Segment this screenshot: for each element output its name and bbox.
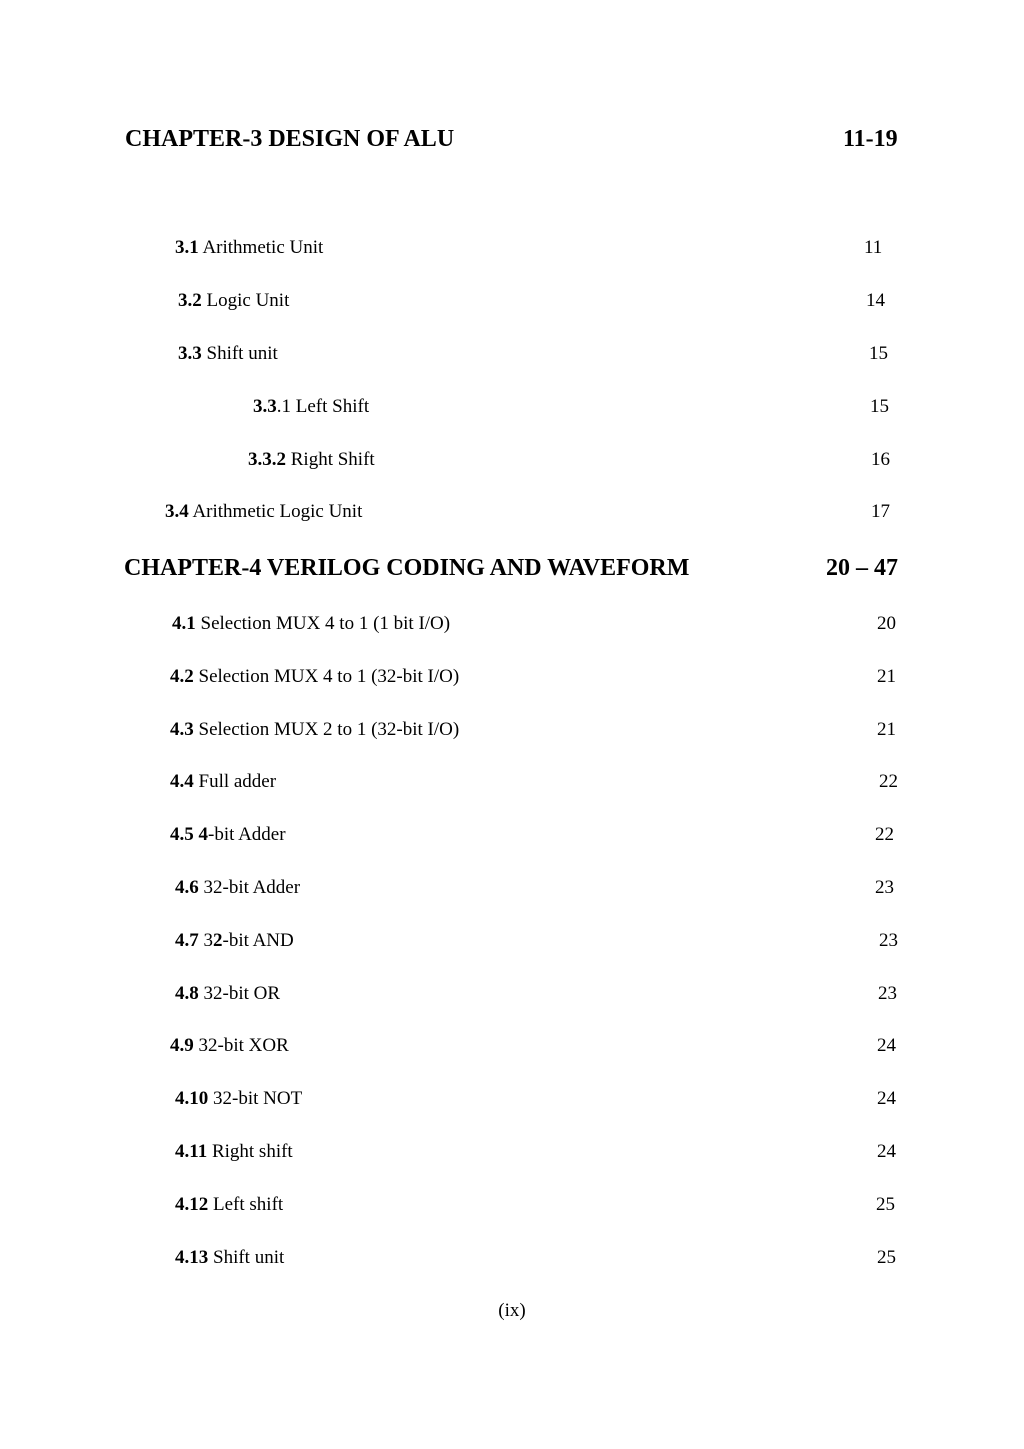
entry-text: Shift unit	[208, 1247, 285, 1268]
toc-entry-4-2	[170, 667, 459, 686]
entry-number: 3.1	[175, 237, 199, 258]
toc-entry-4-1	[172, 614, 450, 633]
entry-number: 3.4	[165, 501, 189, 522]
entry-number: 4.2	[170, 666, 194, 687]
toc-entry-4-10	[175, 1089, 302, 1108]
entry-text: Right shift	[207, 1141, 293, 1162]
entry-text: Selection MUX 4 to 1 (1 bit I/O)	[195, 613, 451, 634]
entry-text: Selection MUX 2 to 1 (32-bit I/O)	[193, 719, 460, 740]
entry-number: 4.8	[175, 983, 199, 1004]
toc-entry-4-8	[175, 984, 280, 1003]
toc-entry-3-4	[165, 502, 362, 521]
entry-number: 4.6	[175, 877, 199, 898]
toc-page-4-2: 21	[877, 666, 896, 687]
entry-number: 3.2	[178, 290, 202, 311]
chapter-4-pages: 20 – 47	[826, 555, 898, 581]
entry-number-inline: 2	[213, 930, 223, 951]
toc-page-3-2: 14	[866, 290, 885, 311]
entry-number: 4.7	[175, 930, 199, 951]
toc-page-4-3: 21	[877, 719, 896, 740]
toc-entry-3-3-2	[248, 450, 375, 469]
entry-number: 4.12	[175, 1194, 209, 1215]
entry-number: 4.1	[172, 613, 196, 634]
chapter-3-pages: 11-19	[843, 126, 898, 152]
entry-text: 32-bit Adder	[198, 877, 301, 898]
entry-text: Right Shift	[286, 449, 375, 470]
entry-number: 4.9	[170, 1035, 194, 1056]
toc-entry-4-7	[175, 931, 294, 950]
toc-page-4-12: 25	[876, 1194, 895, 1215]
entry-text: Left shift	[208, 1194, 284, 1215]
toc-page-4-13: 25	[877, 1247, 896, 1268]
toc-page-4-8: 23	[878, 983, 897, 1004]
entry-text: Logic Unit	[201, 290, 290, 311]
toc-page-4-4: 22	[879, 771, 898, 792]
chapter-4-title: CHAPTER-4 VERILOG CODING AND WAVEFORM	[124, 555, 690, 581]
toc-page-3-1: 11	[864, 237, 883, 258]
entry-text-prefix: 3	[198, 930, 213, 951]
entry-text: -bit AND	[222, 930, 294, 951]
entry-text: Full adder	[193, 771, 277, 792]
toc-page-4-11: 24	[877, 1141, 896, 1162]
toc-page-4-5: 22	[875, 824, 894, 845]
toc-entry-4-3	[170, 720, 459, 739]
entry-text: Arithmetic Unit	[198, 237, 324, 258]
toc-page-4-9: 24	[877, 1035, 896, 1056]
toc-page-4-1: 20	[877, 613, 896, 634]
toc-entry-4-11	[175, 1142, 293, 1161]
entry-number: 4.13	[175, 1247, 209, 1268]
toc-entry-3-1	[175, 238, 323, 257]
toc-entry-3-3	[178, 344, 278, 363]
entry-number: 3.3	[178, 343, 202, 364]
toc-page-3-3-2: 16	[871, 449, 890, 470]
toc-entry-4-9	[170, 1036, 289, 1055]
toc-entry-4-4	[170, 772, 276, 791]
toc-page-3-4: 17	[871, 501, 890, 522]
toc-entry-4-6	[175, 878, 300, 897]
toc-entry-4-12	[175, 1195, 283, 1214]
entry-text: Shift unit	[201, 343, 278, 364]
entry-text: 32-bit OR	[198, 983, 281, 1004]
chapter-3-title: CHAPTER-3 DESIGN OF ALU	[125, 126, 455, 152]
toc-entry-3-3-1	[253, 397, 369, 416]
entry-text: Selection MUX 4 to 1 (32-bit I/O)	[193, 666, 460, 687]
entry-number: 4.4	[170, 771, 194, 792]
entry-text: -bit Adder	[208, 824, 286, 845]
entry-number: 3.3	[253, 396, 277, 417]
toc-entry-3-2	[178, 291, 289, 310]
toc-entry-4-13	[175, 1248, 284, 1267]
page-number-footer: (ix)	[498, 1300, 526, 1321]
toc-entry-4-5	[170, 825, 286, 844]
entry-text: Arithmetic Logic Unit	[188, 501, 363, 522]
toc-page-4-6: 23	[875, 877, 894, 898]
toc-page-3-3: 15	[869, 343, 888, 364]
entry-text: 32-bit NOT	[208, 1088, 303, 1109]
entry-text: .1 Left Shift	[276, 396, 370, 417]
entry-number: 4.11	[175, 1141, 208, 1162]
toc-page-4-7: 23	[879, 930, 898, 951]
entry-text: 32-bit XOR	[193, 1035, 289, 1056]
entry-number: 4.5 4	[170, 824, 208, 845]
entry-number: 4.3	[170, 719, 194, 740]
toc-page-3-3-1: 15	[870, 396, 889, 417]
entry-number: 4.10	[175, 1088, 209, 1109]
toc-page-4-10: 24	[877, 1088, 896, 1109]
entry-number: 3.3.2	[248, 449, 286, 470]
